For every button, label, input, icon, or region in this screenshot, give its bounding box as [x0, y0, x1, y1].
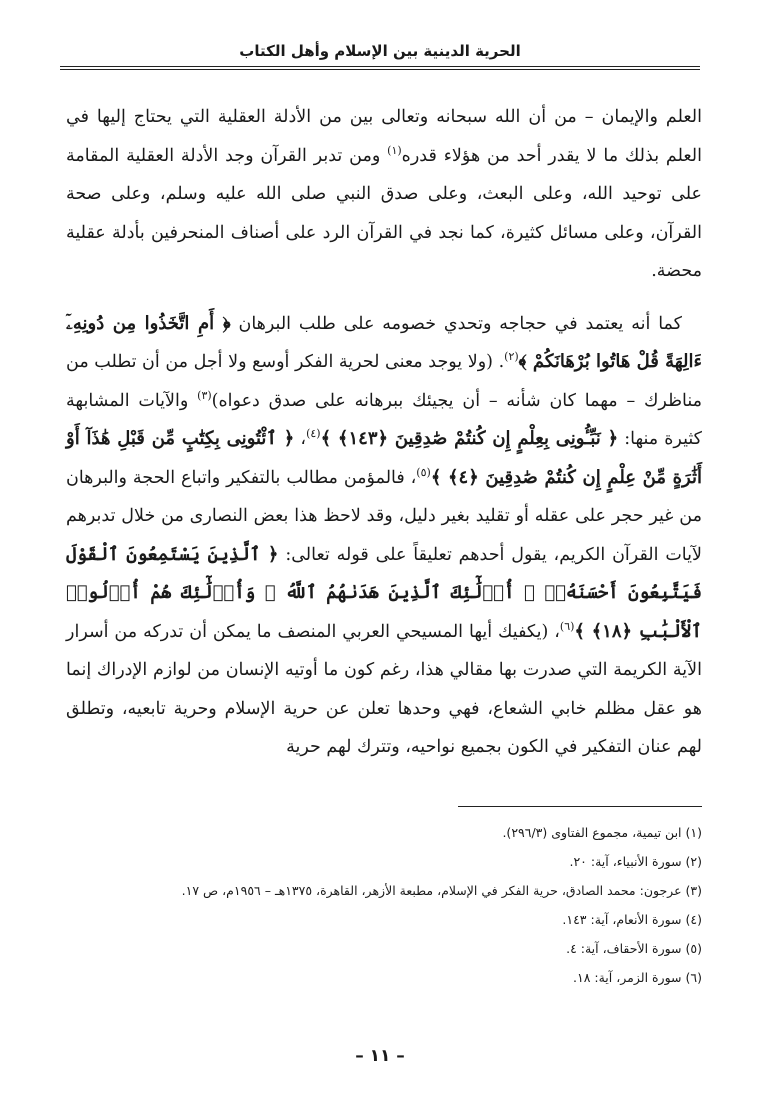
footnote-ref-2: (٢) [504, 350, 519, 364]
paragraph-2 [66, 305, 702, 767]
body-text [66, 98, 702, 767]
footnote-6: (٦) سورة الزمر، آية: ١٨. [573, 970, 702, 985]
quran-verse-3: ﴿ ٱئْتُونِى بِكِتَٰبٍ مِّن قَبْلِ هَٰذَآ أَوْ أَثَٰرَةٍ مِّنْ عِلْمٍ إِن كُنتُمْ صَٰدِقِينَ ﴿٤﴾ ﴾ [66, 428, 702, 488]
quran-verse-4: ﴿ ٱلَّذِينَ يَسْتَمِعُونَ ٱلْقَوْلَ فَيَتَّبِعُونَ أَحْسَنَهُۥٓ ۚ أُو۟لَٰٓئِكَ ٱلَّذِينَ هَدَىٰهُمُ ٱللَّهُ ۖ وَأُو۟لَٰٓئِكَ هُمْ أُو۟لُوا۟ ٱلْأَلْبَٰبِ ﴿١٨﴾ ﴾ [66, 543, 702, 642]
paragraph-2-text-d: ، [294, 429, 307, 449]
running-header [60, 38, 700, 72]
header-rule [60, 66, 700, 70]
footnote-ref-6: (٦) [559, 619, 575, 633]
paragraph-2-text-f: ، (يكفيك أيها المسيحي العربي المنصف ما يمكن أن تدركه من أسرار الآية الكريمة التي صدرت بها مقالي هذا، رغم كون ما أوتيه الإنسان من لوازم الإدراك إنما هو عقل مظلم خابي الشعاع، فهي وحدها تعلن عن حرية الإسلام وحرية تابعيه، وتطلق لهم عنان التفكير في الكون بجميع نواحيه، وتترك لهم حرية [66, 621, 702, 757]
running-header-title: الحرية الدينية بين الإسلام وأهل الكتاب [239, 42, 521, 60]
footnote-ref-1: (١) [387, 143, 402, 157]
quran-verse-2: ﴿ نَبِّـُٔونِى بِعِلْمٍ إِن كُنتُمْ صَٰدِقِينَ ﴿١٤٣﴾ ﴾ [320, 428, 619, 449]
footnote-ref-3: (٣) [197, 388, 212, 402]
footnote-3: (٣) عرجون: محمد الصادق، حرية الفكر في الإسلام، مطبعة الأزهر، القاهرة، ١٣٧٥هـ – ١٩٥٦م، ص ١٧. [181, 883, 702, 898]
paragraph-1-continued: ومن تدبر القرآن وجد الأدلة العقلية المقامة على توحيد الله، وعلى البعث، وعلى صدق النبي صلى الله عليه وسلم، وعلى صحة القرآن، وعلى مسائل كثيرة، كما نجد في القرآن الرد على أصناف المنحرفين بأدلة عقلية محضة. [66, 145, 702, 281]
page-number: – ١١ – [355, 1046, 405, 1066]
footnote-5: (٥) سورة الأحقاف، آية: ٤. [566, 941, 702, 956]
footnote-1: (١) ابن تيمية، مجموع الفتاوى (٢٩٦/٣). [502, 825, 702, 840]
paragraph-2-text-c: والآيات المشابهة كثيرة منها: [66, 390, 702, 449]
footnote-2: (٢) سورة الأنبياء، آية: ٢٠. [569, 854, 702, 869]
paragraph-2-text-e: ، فالمؤمن مطالب بالتفكير واتباع الحجة والبرهان من غير حجر على عقله أو تقليد بغير دليل، وقد لاحظ هذا بعض النصارى من خلال تدبرهم لآيات القرآن الكريم، يقول أحدهم تعليقاً على قوله تعالى: [66, 467, 702, 565]
footnotes [58, 818, 702, 992]
footnote-ref-5: (٥) [416, 465, 431, 479]
paragraph-2-text-b: . (ولا يوجد معنى لحرية الفكر أوسع ولا أجل من أن تطلب من مناظرك – مهما كان شأنه – أن يجيئك ببرهانه على صدق دعواه) [66, 352, 703, 411]
footnote-separator [458, 806, 702, 807]
quran-verse-1: ﴿ أَمِ اتَّخَذُوا مِن دُونِهِۦٓ ءَالِهَةً قُلْ هَاتُوا بُرْهَانَكُمْ ﴾ [66, 312, 702, 372]
paragraph-2-text-a: كما أنه يعتمد في حجاجه وتحدي خصومه على طلب البرهان [230, 313, 682, 334]
footnote-ref-4: (٤) [306, 427, 321, 441]
footnote-4: (٤) سورة الأنعام، آية: ١٤٣. [562, 912, 702, 927]
paragraph-1 [66, 98, 702, 291]
paragraph-1-text: العلم والإيمان – من أن الله سبحانه وتعالى بين من الأدلة العقلية التي يحتاج إليها في العلم بذلك ما لا يقدر أحد من هؤلاء قدره [66, 107, 702, 166]
